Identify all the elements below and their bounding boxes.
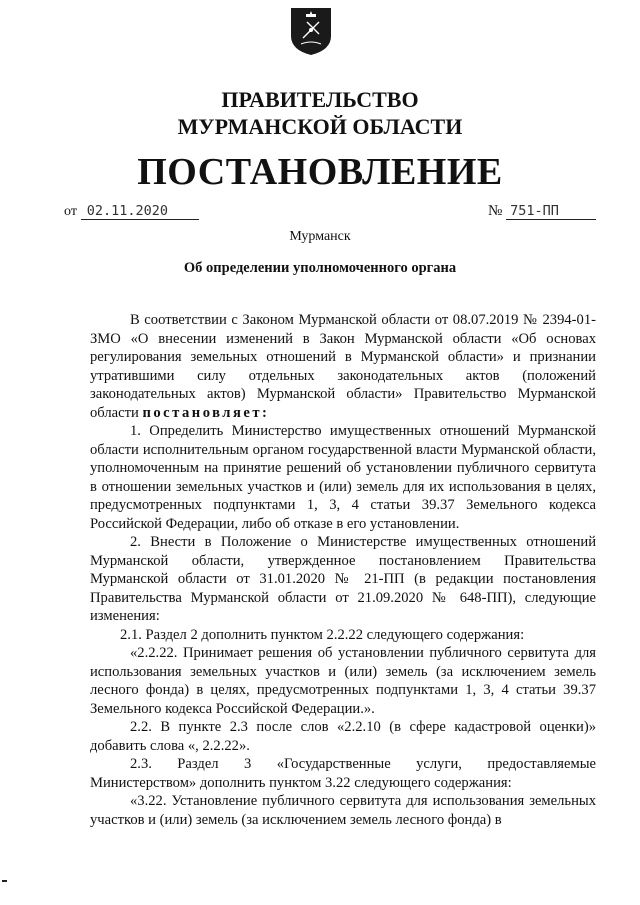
date-field	[64, 203, 199, 220]
number-field	[488, 203, 596, 220]
government-title-line2: МУРМАНСКОЙ ОБЛАСТИ	[177, 114, 463, 139]
paragraph-2-3-quote: «3.22. Установление публичного сервитута для использования земельных участков и (или) земель (за исключением земель лесного фонда) в	[90, 793, 596, 828]
paragraph-2-2: 2.2. В пункте 2.3 после слов «2.2.10 (в сфере кадастровой оценки)» добавить слова «, 2.2.22».	[90, 719, 596, 754]
document-subject: Об определении уполномоченного органа	[183, 260, 457, 276]
paragraph-1: 1. Определить Министерство имущественных отношений Мурманской области исполнительным органом государственной власти Мурманской области, уполномоченным на принятие решений об установлении публичного сервитута в отношении земельных участков и (или) земель для их использования в целях, предусмотренных подпунктами 1, 3, 4 статьи 39.37 Земельного кодекса Российской Федерации, либо об отказе в его установлении.	[90, 423, 596, 532]
paragraph-2-3: 2.3. Раздел 3 «Государственные услуги, предоставляемые Министерством» дополнить пунктом 3.22 следующего содержания:	[90, 756, 596, 791]
coat-of-arms-emblem	[289, 6, 333, 56]
date-value: 02.11.2020	[81, 203, 199, 220]
number-prefix: №	[488, 203, 503, 219]
government-title	[0, 86, 640, 140]
paragraph-2-1: 2.1. Раздел 2 дополнить пунктом 2.2.22 следующего содержания:	[120, 626, 525, 643]
document-body	[90, 311, 596, 829]
paragraph-2-1-quote: «2.2.22. Принимает решения об установлении публичного сервитута для использования земельных участков и (или) земель (за исключением земель лесного фонда) в целях, предусмотренных подпунктами 1, 3, 4 статьи 39.37 Земельного кодекса Российской Федерации.».	[90, 645, 596, 717]
government-title-line1: ПРАВИТЕЛЬСТВО	[221, 87, 419, 112]
city-name: Мурманск	[289, 229, 351, 244]
date-prefix: от	[64, 204, 77, 219]
intro-text: В соответствии с Законом Мурманской области от 08.07.2019 № 2394-01-ЗМО «О внесении изменений в Закон Мурманской области «Об основах регулирования земельных отношений в Мурманской области» и признании утратившими силу отдельных законодательных актов (положений законодательных актов) Мурманской области» Правительство Мурманской области	[90, 312, 596, 421]
scan-edge-mark	[2, 880, 7, 882]
intro-paragraph	[90, 311, 596, 422]
decree-word: постановляет:	[142, 404, 270, 421]
number-value: 751-ПП	[506, 203, 596, 220]
paragraph-2: 2. Внести в Положение о Министерстве имущественных отношений Мурманской области, утвержденное постановлением Правительства Мурманской области от 31.01.2020 № 21-ПП (в редакции постановления Правительства Мурманской области от 21.09.2020 № 648-ПП), следующие изменения:	[90, 534, 596, 624]
document-type-heading: ПОСТАНОВЛЕНИЕ	[137, 151, 503, 193]
